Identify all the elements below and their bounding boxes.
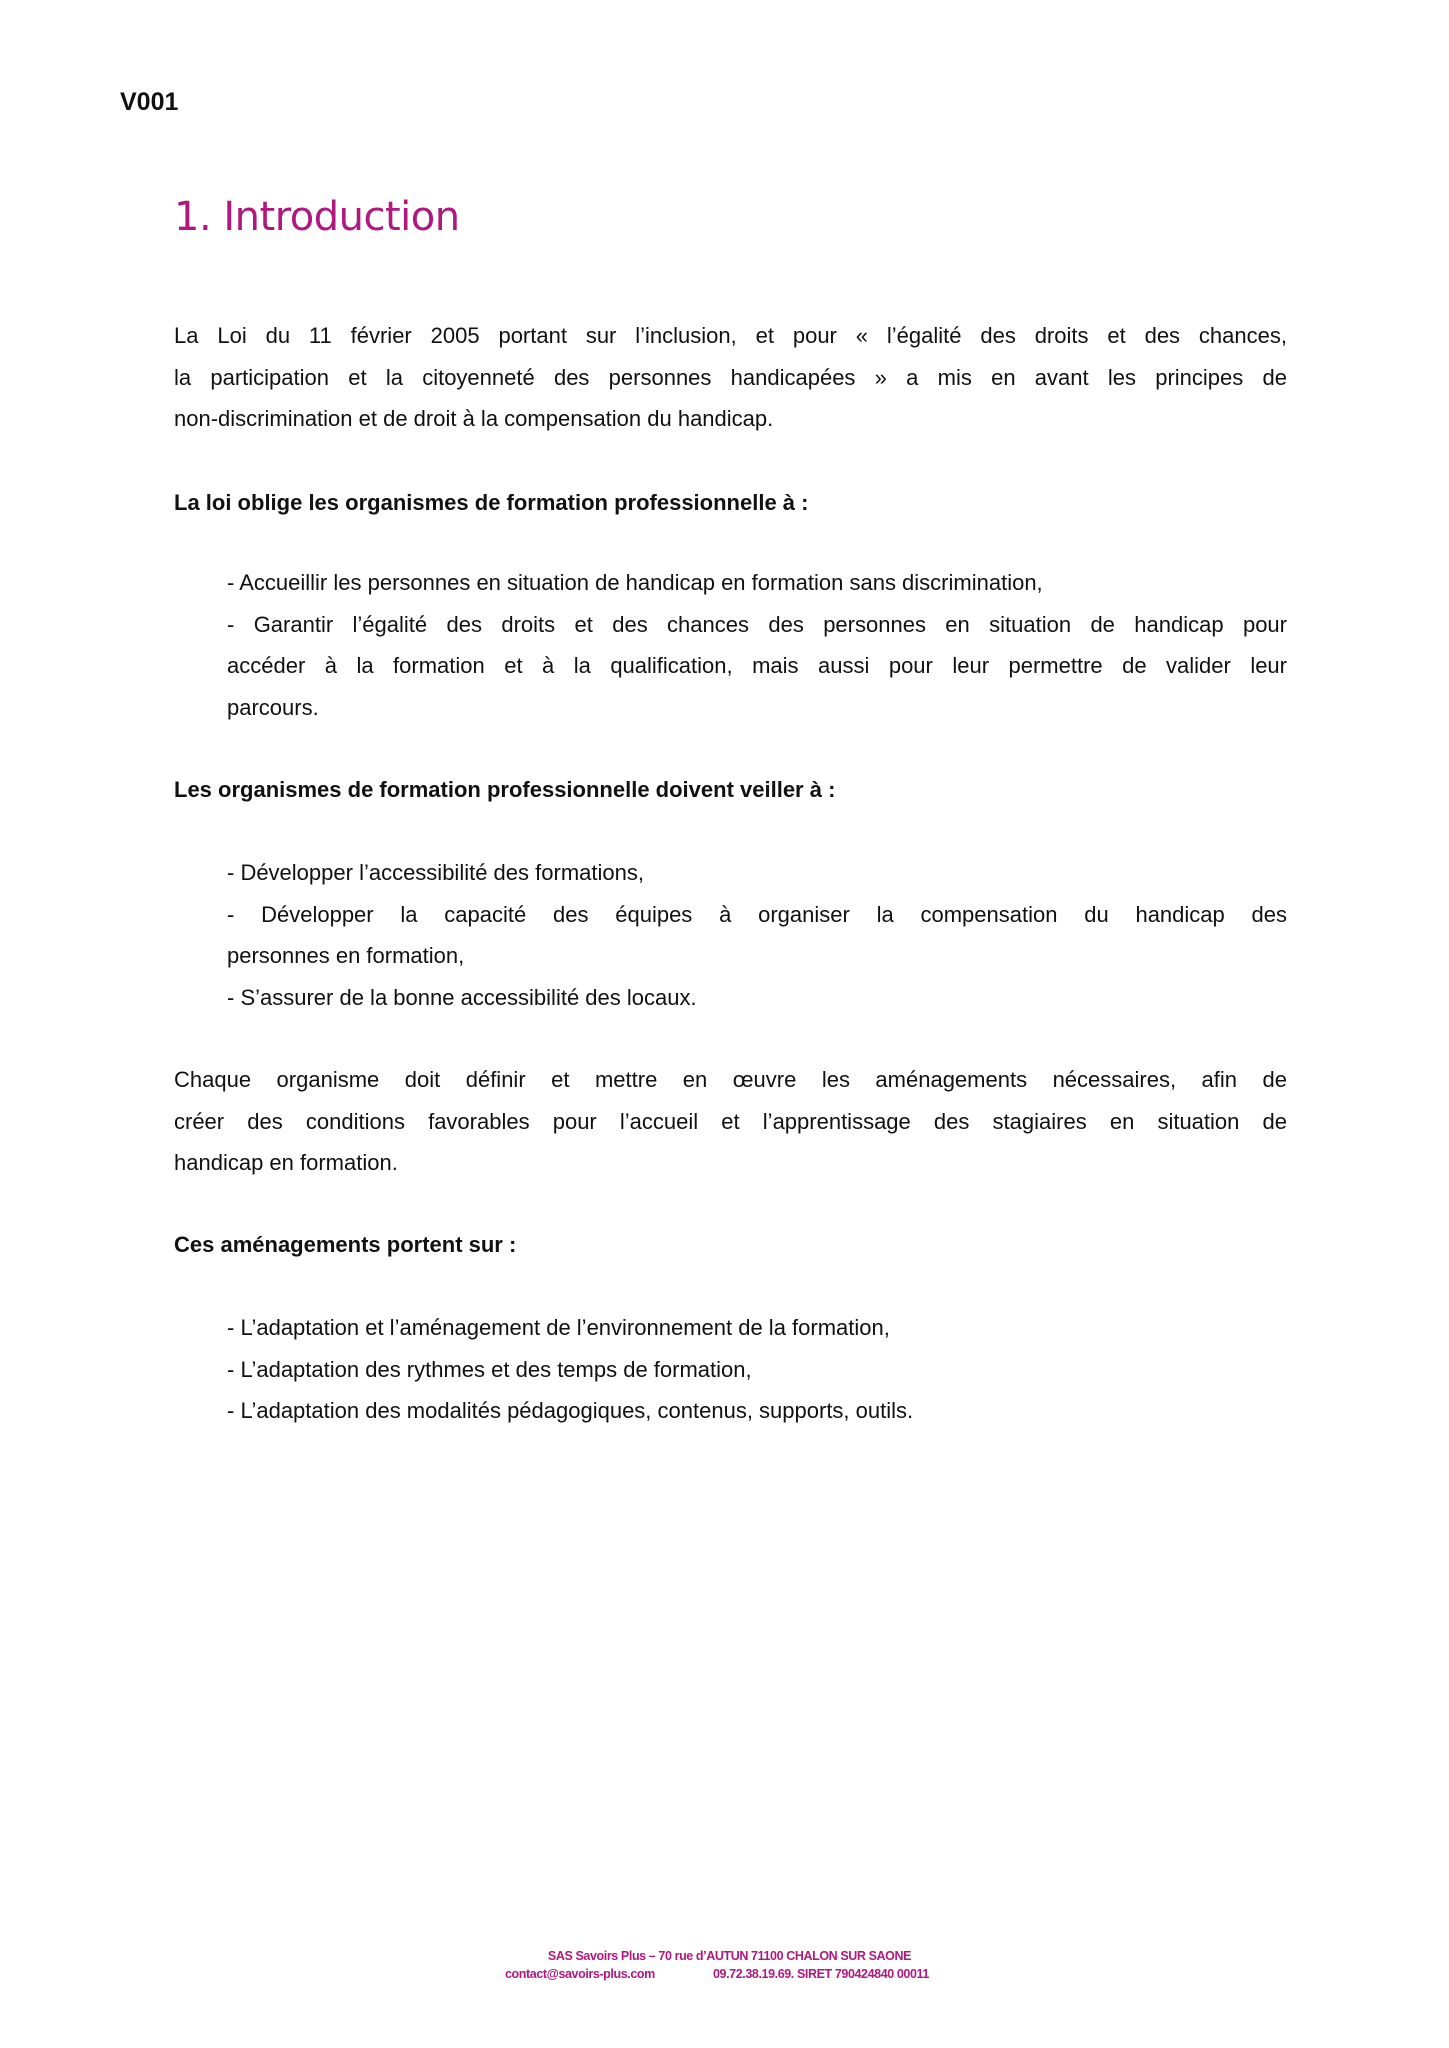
text-line: handicap en formation. [174,1150,398,1175]
arrangements-paragraph [174,1059,1287,1184]
list-item: - Accueillir les personnes en situation de handicap en formation sans discrimination, [227,570,1043,595]
heading-duties: Les organismes de formation professionnelle doivent veiller à : [174,777,836,802]
text-line: La Loi du 11 février 2005 portant sur l’inclusion, et pour « l’égalité des droits et des chances, [174,323,1287,348]
list-item: - L’adaptation et l’aménagement de l’environnement de la formation, [227,1315,890,1340]
text-line: la participation et la citoyenneté des personnes handicapées » a mis en avant les principes de [174,364,1287,390]
list-item: accéder à la formation et à la qualification, mais aussi pour leur permettre de valider leur [227,653,1287,678]
list-item: - Développer l’accessibilité des formations, [227,860,644,885]
list-item: parcours. [227,694,319,720]
text-line: non-discrimination et de droit à la compensation du handicap. [174,406,774,431]
duties-list [227,852,1287,1018]
text-line: créer des conditions favorables pour l’accueil et l’apprentissage des stagiaires en situation de [174,1108,1287,1134]
list-item: - S’assurer de la bonne accessibilité des locaux. [227,984,697,1010]
arrangements-list [227,1307,1287,1432]
list-item: - Garantir l’égalité des droits et des chances des personnes en situation de handicap pour [227,611,1287,637]
heading-obligations: La loi oblige les organismes de formation professionnelle à : [174,490,809,515]
list-item: - Développer la capacité des équipes à organiser la compensation du handicap des [227,901,1287,927]
text-line: Chaque organisme doit définir et mettre en œuvre les aménagements nécessaires, afin de [174,1067,1287,1092]
obligations-list [227,562,1287,728]
list-item: - L’adaptation des rythmes et des temps de formation, [227,1356,752,1382]
list-item: - L’adaptation des modalités pédagogiques, contenus, supports, outils. [227,1398,914,1423]
footer-address: SAS Savoirs Plus – 70 rue d’AUTUN 71100 CHALON SUR SAONE [547,1949,912,1963]
version-label: V001 [120,88,179,116]
section-title: 1. Introduction [174,194,460,240]
heading-arrangements: Ces aménagements portent sur : [174,1232,517,1257]
list-item: personnes en formation, [227,943,465,968]
footer-phone-siret: 09.72.38.19.69. SIRET 790424840 00011 [713,1967,929,1981]
intro-paragraph [174,315,1287,440]
footer-email: contact@savoirs-plus.com [505,1967,655,1981]
